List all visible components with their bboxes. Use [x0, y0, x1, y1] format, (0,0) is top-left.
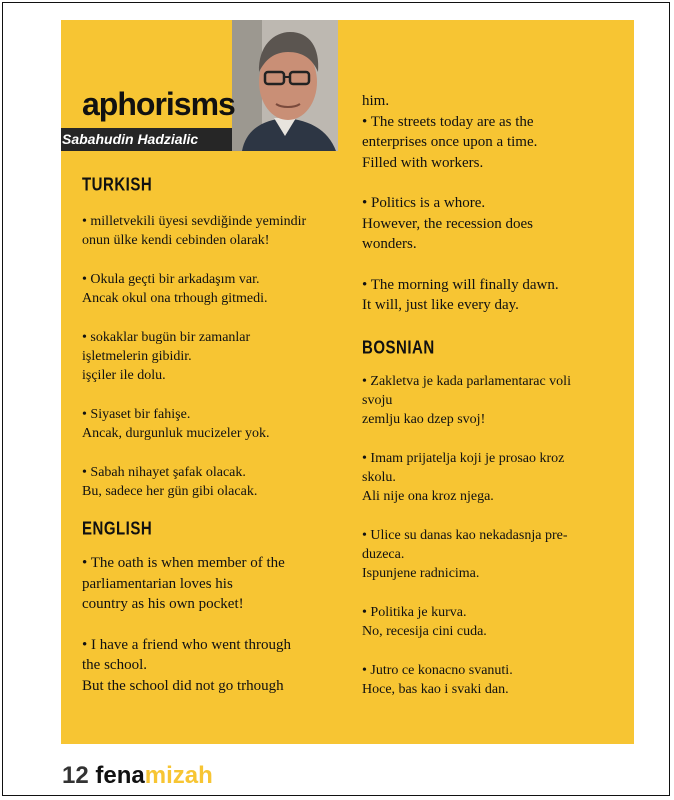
author-name: Sabahudin Hadzialic — [62, 131, 199, 147]
aphorism-en-4: • Politics is a whore. However, the recession does wonders. — [362, 195, 534, 252]
page-number: 12 — [62, 762, 89, 789]
aphorism-en-1: • The oath is when member of the parliamentarian loves his country as his own pocket! — [82, 555, 285, 612]
aphorism-tr-3: • sokaklar bugün bir zamanlar işletmelerin gibidir. işçiler ile dolu. — [82, 330, 251, 383]
section-heading-bosnian: BOSNIAN — [362, 337, 435, 358]
section-heading-turkish: TURKISH — [82, 175, 153, 196]
aphorism-bs-2: • Imam prijatelja koji je prosao kroz skolu. Ali nije ona kroz njega. — [362, 450, 565, 504]
section-heading-english: ENGLISH — [82, 519, 153, 540]
left-column — [82, 175, 352, 696]
aphorism-bs-4: • Politika je kurva. No, recesija cini cuda. — [362, 604, 487, 639]
aphorism-en-2-continued: him. • The streets today are as the enterprises once upon a time. Filled with workers. — [362, 93, 538, 171]
aphorism-tr-5: • Sabah nihayet şafak olacak. Bu, sadece her gün gibi olacak. — [82, 465, 258, 499]
page-footer — [62, 762, 213, 790]
aphorism-bs-3: • Ulice su danas kao nekadasnja pre- duzeca. Ispunjene radnicima. — [362, 527, 568, 581]
aphorism-tr-1: • milletvekili üyesi sevdiğinde yemindir onun ülke kendi cebinden olarak! — [82, 214, 307, 248]
aphorism-bs-1: • Zakletva je kada parlamentarac voli svoju zemlju kao dzep svoj! — [362, 373, 571, 427]
right-column — [362, 91, 624, 699]
aphorism-tr-4: • Siyaset bir fahişe. Ancak, durgunluk mucizeler yok. — [82, 407, 270, 441]
page-title: aphorisms — [82, 86, 235, 122]
aphorism-en-5: • The morning will finally dawn. It will, just like every day. — [362, 276, 559, 313]
aphorism-tr-2: • Okula geçti bir arkadaşım var. Ancak okul ona trhough gitmedi. — [82, 272, 268, 306]
aphorism-bs-5: • Jutro ce konacno svanuti. Hoce, bas kao i svaki dan. — [362, 662, 513, 697]
aphorism-en-2: • I have a friend who went through the school. But the school did not go trhough — [82, 636, 291, 694]
brand-name-part1: fena — [95, 762, 145, 789]
brand-name-part2: mizah — [144, 762, 213, 789]
author-photo — [232, 20, 338, 151]
